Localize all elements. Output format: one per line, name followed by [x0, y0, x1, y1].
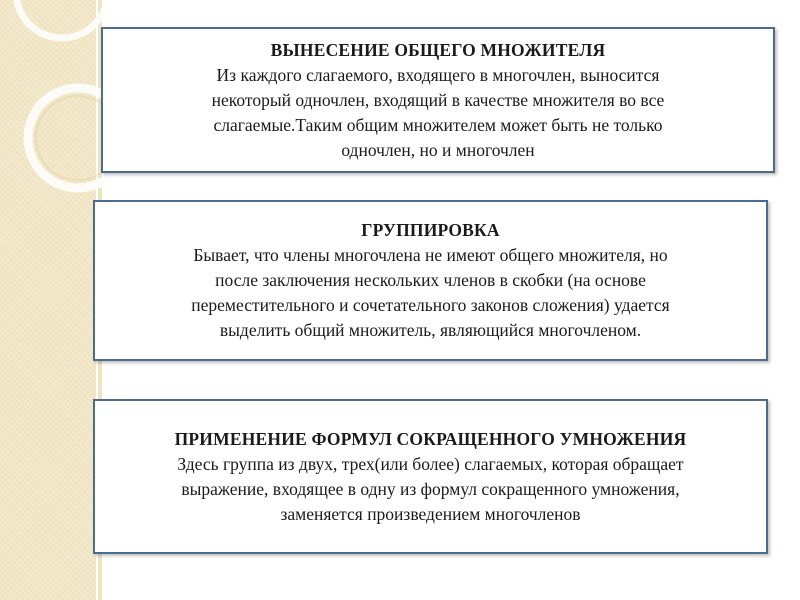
card-grouping	[93, 200, 768, 361]
card-short-multiplication	[93, 399, 768, 554]
card-body: Бывает, что члены многочлена не имеют общего множителя, но после заключения нескольких членов в скобки (на основе переместительного и сочетательного законов сложения) удается выделить общий множитель, являющийся многочленом.	[191, 245, 670, 340]
card-body: Из каждого слагаемого, входящего в многочлен, выносится некоторый одночлен, входящий в качестве множителя во все слагаемые.Таким общим множителем может быть не только одночлен, но и многочлен	[211, 64, 665, 160]
card-title: ПРИМЕНЕНИЕ ФОРМУЛ СОКРАЩЕННОГО УМНОЖЕНИЯ	[174, 428, 687, 449]
card-body: Здесь группа из двух, трех(или более) слагаемых, которая обращает выражение, входящее в одну из формул сокращенного умножения, заменяется произведением многочленов	[177, 453, 684, 524]
card-title: ВЫНЕСЕНИЕ ОБЩЕГО МНОЖИТЕЛЯ	[270, 39, 606, 60]
card-title: ГРУППИРОВКА	[361, 220, 500, 240]
card-common-factor	[101, 27, 775, 173]
